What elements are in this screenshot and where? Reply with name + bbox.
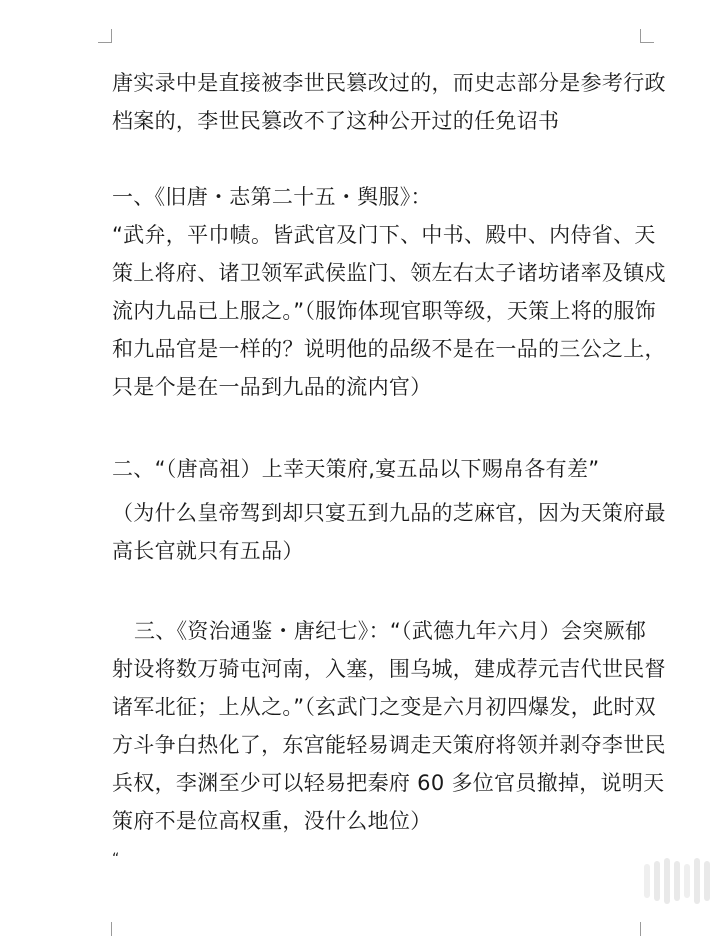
text-line-18: “ bbox=[112, 851, 120, 867]
watermark-bar bbox=[704, 861, 710, 901]
crop-mark-top-left-v bbox=[111, 29, 112, 43]
watermark-logo bbox=[600, 852, 710, 910]
text-line-1: 唐实录中是直接被李世民篡改过的，而史志部分是参考行政 bbox=[112, 71, 666, 95]
text-line-17: 策府不是位高权重，没什么地位） bbox=[112, 809, 432, 833]
crop-mark-top-right-v bbox=[640, 29, 641, 43]
crop-mark-bottom-right-v bbox=[640, 922, 641, 936]
text-line-10: （为什么皇帝驾到却只宴五到九品的芝麻官，因为天策府最 bbox=[112, 501, 666, 525]
watermark-bar bbox=[684, 864, 690, 898]
section-heading-1: 一、《旧唐・志第二十五・舆服》： bbox=[112, 185, 432, 209]
crop-mark-top-right-h bbox=[640, 42, 654, 43]
crop-mark-top-left-h bbox=[98, 42, 112, 43]
text-line-4: “武弁，平巾帻。皆武官及门下、中书、殿中、内侍省、天 bbox=[112, 223, 656, 247]
section-heading-2: 二、“（唐高祖）上幸天策府,宴五品以下赐帛各有差” bbox=[112, 457, 600, 481]
watermark-bar bbox=[674, 861, 680, 901]
text-line-14: 诸军北征；上从之。”（玄武门之变是六月初四爆发，此时双 bbox=[112, 695, 656, 719]
text-line-7: 和九品官是一样的？说明他的品级不是在一品的三公之上， bbox=[112, 337, 666, 361]
text-line-13: 射设将数万骑屯河南，入塞，围乌城，建成荐元吉代世民督 bbox=[112, 657, 666, 681]
text-line-6: 流内九品已上服之。”（服饰体现官职等级，天策上将的服饰 bbox=[112, 299, 656, 323]
text-line-11: 高长官就只有五品） bbox=[112, 539, 304, 563]
watermark-bar bbox=[654, 861, 660, 901]
watermark-bar bbox=[644, 864, 650, 898]
text-line-16: 兵权，李渊至少可以轻易把秦府 60 多位官员撤掉，说明天 bbox=[112, 771, 665, 795]
text-line-15: 方斗争白热化了，东宫能轻易调走天策府将领并剥夺李世民 bbox=[112, 733, 666, 757]
crop-mark-bottom-left-v bbox=[111, 922, 112, 936]
text-line-2: 档案的，李世民篡改不了这种公开过的任免诏书 bbox=[112, 109, 560, 133]
text-line-8: 只是个是在一品到九品的流内官） bbox=[112, 375, 432, 399]
section-heading-3: 三、《资治通鉴・唐纪七》：“（武德九年六月）会突厥郁 bbox=[134, 619, 647, 643]
watermark-bar bbox=[664, 858, 670, 904]
watermark-bar bbox=[694, 858, 700, 904]
text-line-5: 策上将府、诸卫领军武侯监门、领左右太子诸坊诸率及镇戍 bbox=[112, 261, 666, 285]
